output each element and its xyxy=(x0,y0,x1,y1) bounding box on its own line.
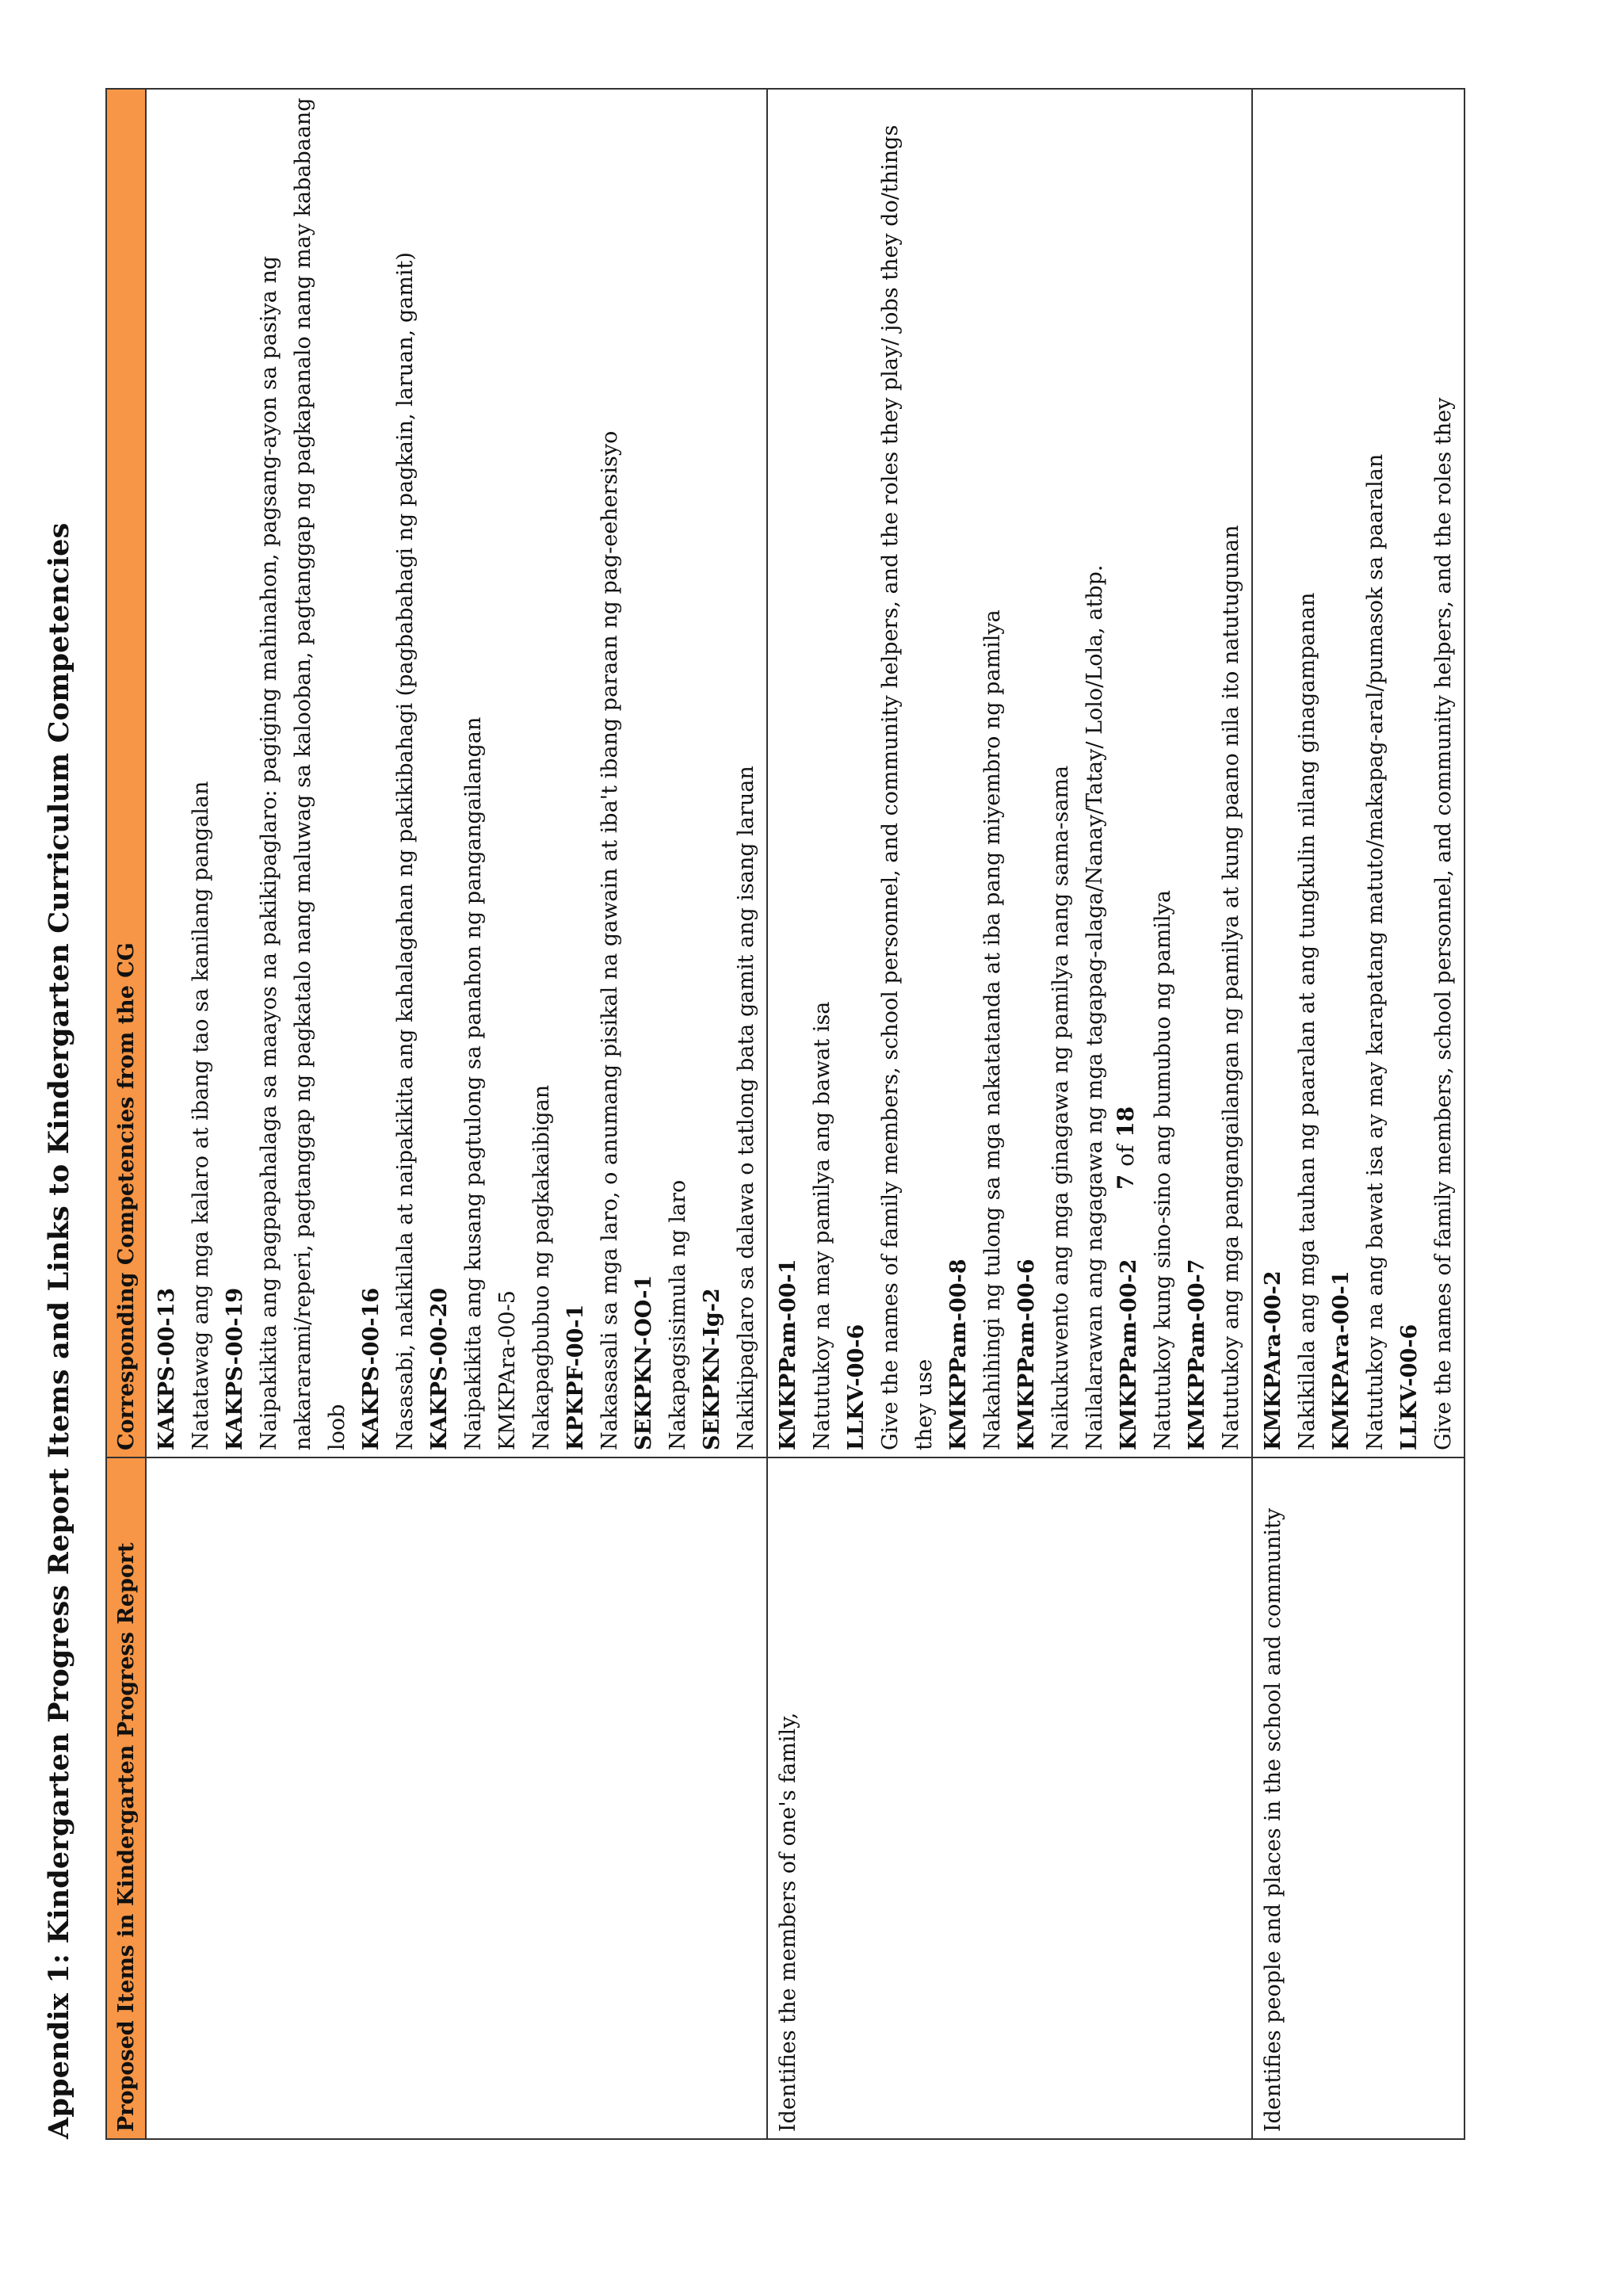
competency-text: Natutukoy na may pamilya ang bawat isa xyxy=(810,1001,834,1450)
competency-text: Natatawag ang mga kalaro at ibang tao sa kanilang pangalan xyxy=(189,781,213,1450)
item-cell: Identifies the members of one's family, xyxy=(767,1457,1252,2139)
page-total: 18 xyxy=(1113,1106,1139,1137)
competency-text: Naipakikita ang kusang pagtulong sa panahon ng pangangailangan xyxy=(461,716,486,1450)
page-number xyxy=(1113,0,1139,2296)
competency-code: KMKPPam-00-6 xyxy=(1014,1259,1039,1450)
table-row xyxy=(767,89,1252,2139)
header-col-items: Proposed Items in Kindergarten Progress Report xyxy=(106,1457,146,2139)
competency-text: Natutukoy na ang bawat isa ay may karapatang matuto/makapag-aral/pumasok sa paaralan xyxy=(1363,453,1388,1450)
competency-extra-code: KMKPAra-00-5 xyxy=(495,1290,520,1450)
table-row xyxy=(146,89,767,2139)
item-cell: Identifies people and places in the school and community xyxy=(1252,1457,1465,2139)
competency-text: Naikukuwento ang mga ginagawa ng pamilya nang sama-sama xyxy=(1048,765,1073,1450)
header-col-competencies: Corresponding Competencies from the CG xyxy=(106,89,146,1457)
competency-text: Nakapagbubuo ng pagkakaibigan xyxy=(529,1084,554,1450)
competency-code: KAKPS-00-20 xyxy=(427,1287,452,1450)
competency-text: Give the names of family members, school personnel, and community helpers, and the roles they xyxy=(1431,397,1456,1450)
competency-text: Natutukoy ang mga pangangailangan ng pamilya at kung paano nila ito natutugunan xyxy=(1219,525,1243,1450)
page-current: 7 xyxy=(1113,1174,1139,1190)
competency-code: SEKPKN-OO-1 xyxy=(632,1274,656,1450)
competency-text: Nakasasali sa mga laro, o anumang pisikal na gawain at iba't ibang paraan ng pag-eehersisyo xyxy=(598,430,622,1450)
competencies-cell xyxy=(1252,89,1465,1457)
competencies-cell xyxy=(767,89,1252,1457)
competency-text: Nakahihingi ng tulong sa mga nakatatanda at iba pang miyembro ng pamilya xyxy=(980,609,1005,1450)
competencies-table xyxy=(105,88,1465,2140)
competency-text: Nailalarawan ang nagagawa ng mga tagapag-alaga/Nanay/Tatay/ Lolo/Lola, atbp. xyxy=(1083,564,1107,1450)
competencies-cell xyxy=(146,89,767,1457)
competency-text: Nakikilala ang mga tauhan ng paaralan at ang tungkulin nilang ginagampanan xyxy=(1295,592,1319,1450)
competency-text: Nakapagsisimula ng laro xyxy=(666,1179,690,1450)
page-of: of xyxy=(1113,1144,1139,1167)
competency-text: Nakikipaglaro sa dalawa o tatlong bata gamit ang isang laruan xyxy=(734,766,758,1450)
competency-code: KMKPPam-00-1 xyxy=(776,1259,800,1450)
item-cell xyxy=(146,1457,767,2139)
competency-code: LLKV-00-6 xyxy=(844,1324,869,1450)
competency-text: Nasasabi, nakikilala at naipakikita ang kahalagahan ng pakikibahagi (pagbabahagi ng pagkain, laruan, gamit) xyxy=(393,252,418,1450)
competency-text: Give the names of family members, school personnel, and community helpers, and the roles they play/ jobs they do/things they use xyxy=(878,124,937,1450)
competency-code: KAKPS-00-13 xyxy=(155,1287,179,1450)
competency-code: KAKPS-00-16 xyxy=(359,1287,384,1450)
page-title: Appendix 1: Kindergarten Progress Report Items and Links to Kindergarten Curriculum Competencies xyxy=(43,522,75,2139)
competency-code: KMKPAra-00-2 xyxy=(1261,1270,1285,1450)
table-row xyxy=(1252,89,1465,2139)
competency-text: Naipakikita ang pagpapahalaga sa maayos na pakikipaglaro: pagiging mahinahon, pagsang-ayon sa pasiya ng nakararami/reperi, pagtanggap ng pagkatalo nang maluwag sa kalooban, pagtanggap ng pagkapanalo nang may kababaang loob xyxy=(257,97,349,1450)
competency-code: KMKPPam-00-7 xyxy=(1185,1259,1209,1450)
competency-code: KAKPS-00-19 xyxy=(223,1287,247,1450)
competency-text: Natutukoy kung sino-sino ang bumubuo ng pamilya xyxy=(1151,889,1175,1450)
competency-code: KMKPAra-00-1 xyxy=(1329,1270,1354,1450)
table-header-row xyxy=(106,89,146,2139)
competency-code: SEKPKN-Ig-2 xyxy=(700,1288,724,1450)
competency-code: LLKV-00-6 xyxy=(1397,1324,1422,1450)
competency-code: KMKPPam-00-2 xyxy=(1117,1259,1141,1450)
competency-code: KMKPPam-00-8 xyxy=(946,1259,971,1450)
competency-code: KPKPF-00-1 xyxy=(563,1304,588,1450)
